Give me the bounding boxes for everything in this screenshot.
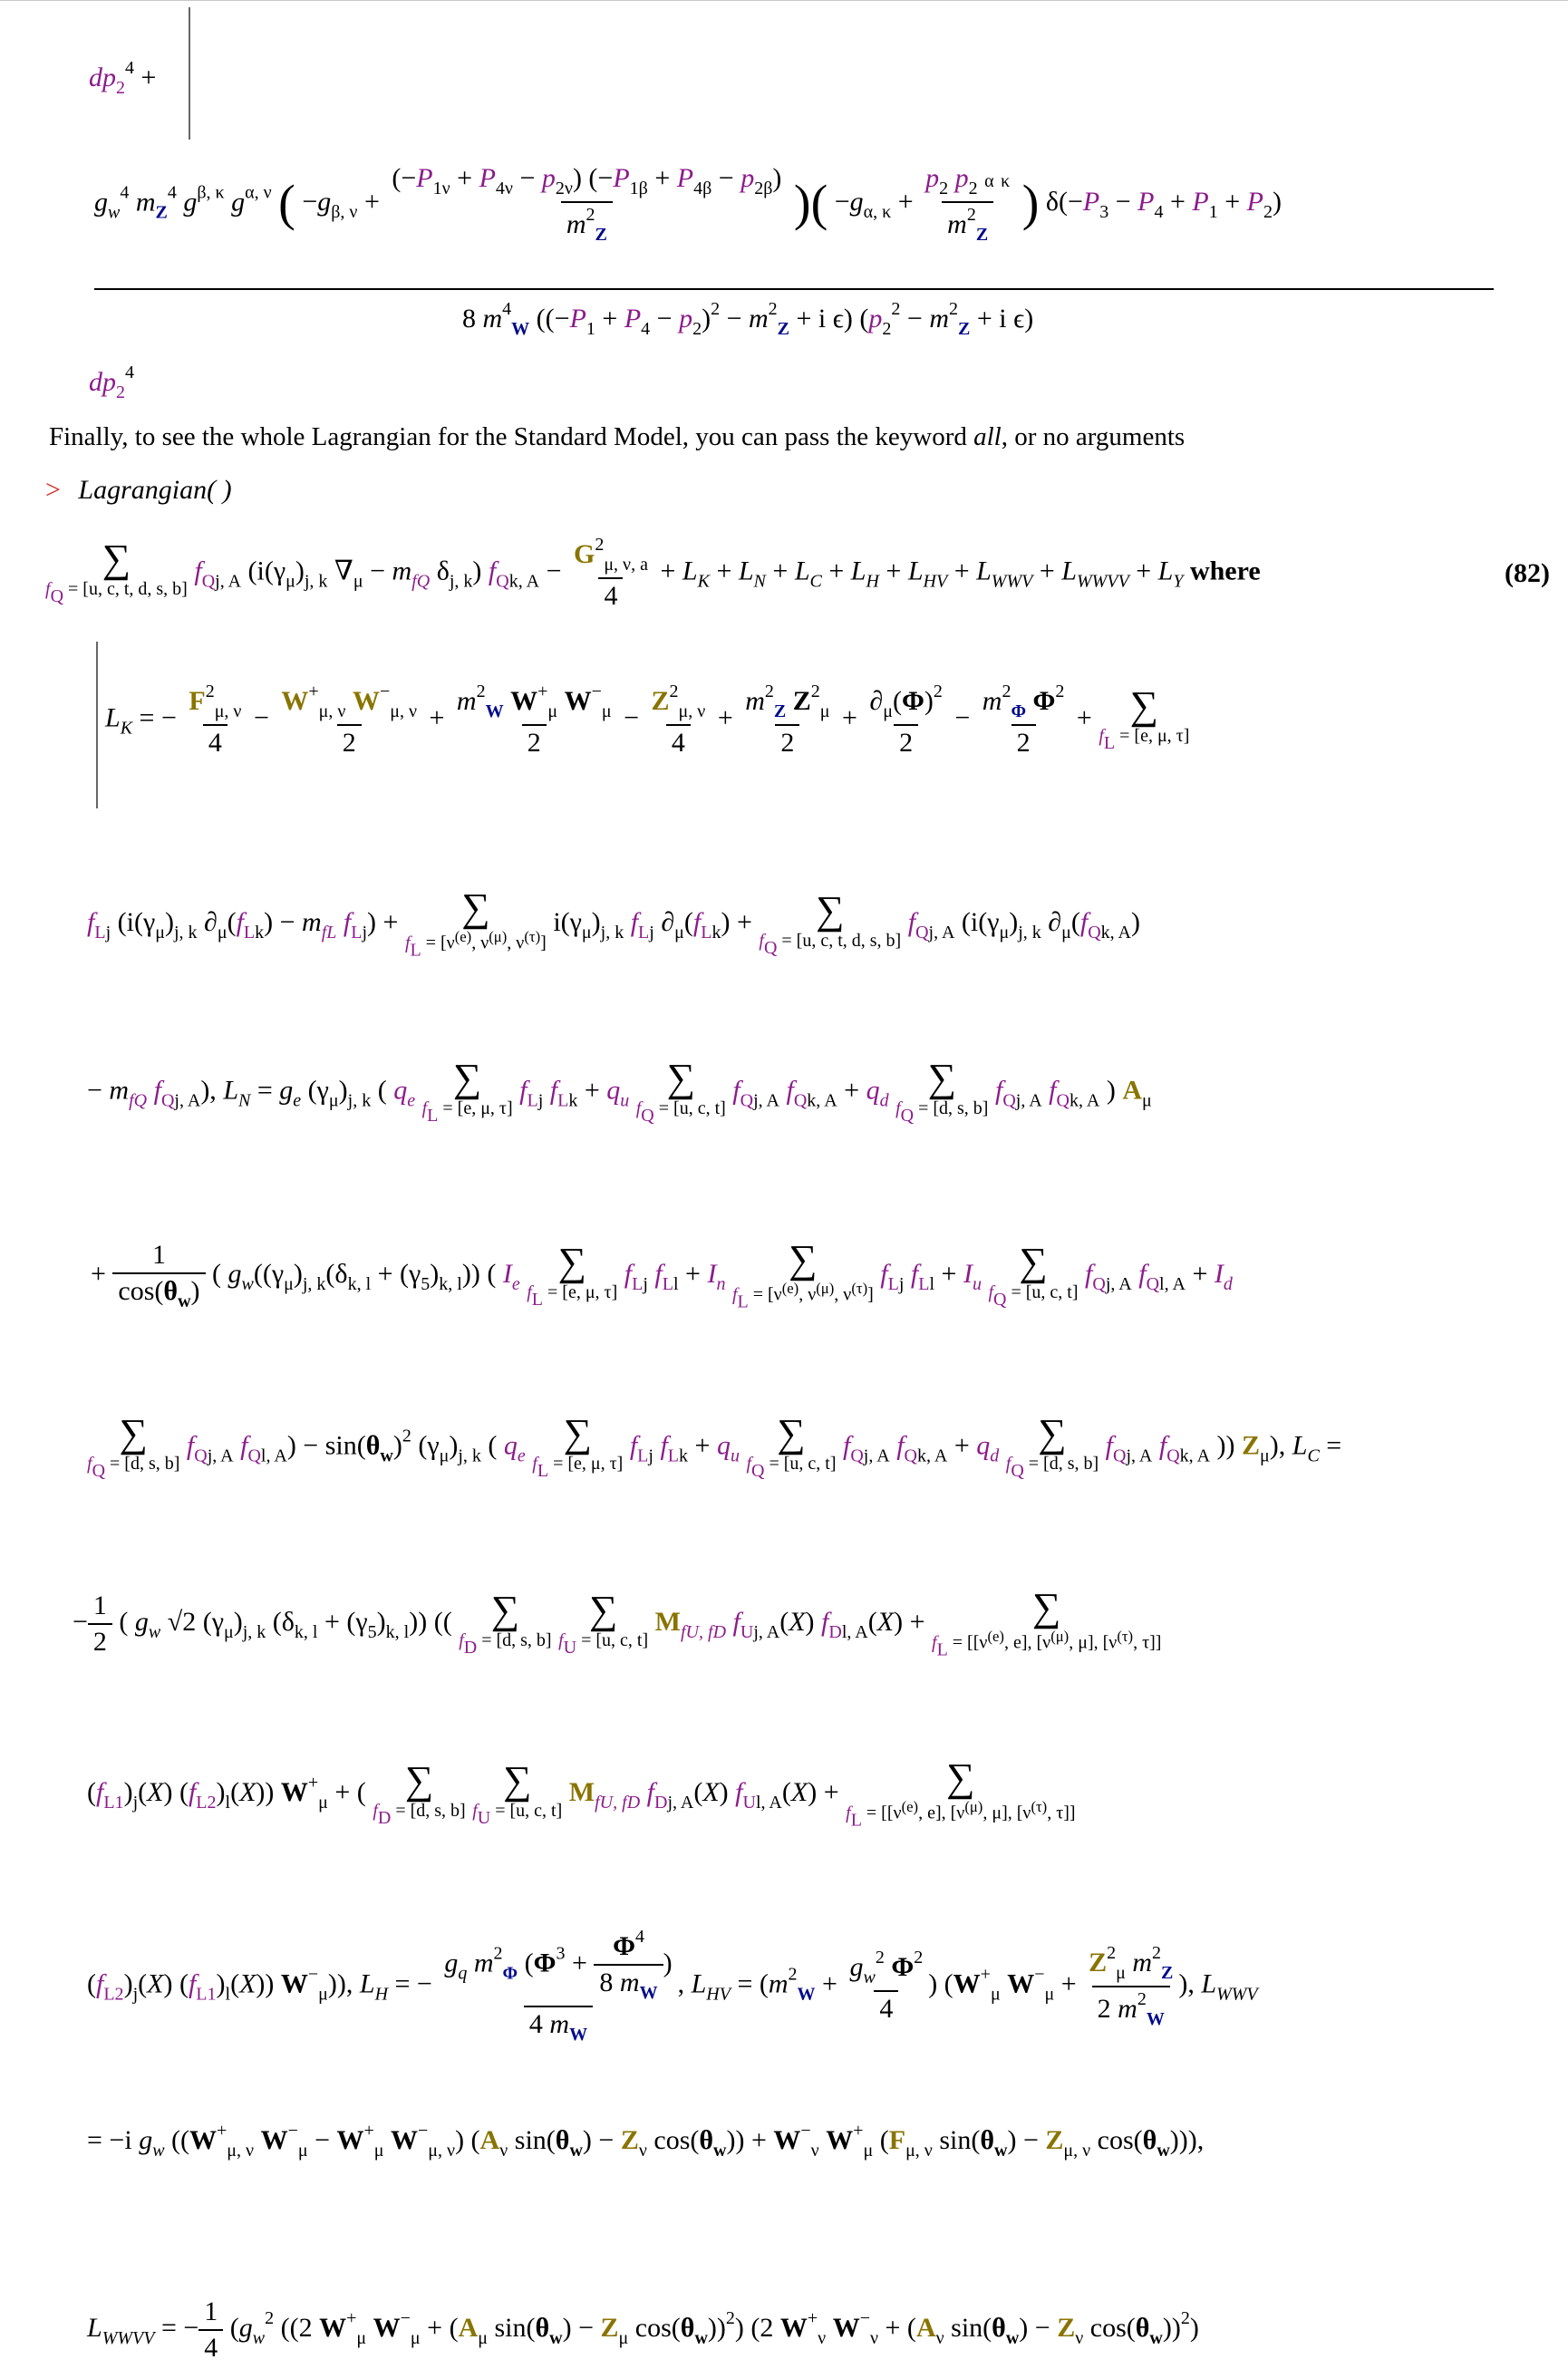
- integrand-tail: $dp_2^4$ +: [89, 58, 157, 98]
- propagator-numerator-row: $g_w^4$ $m_Z^4$ $g^{\beta, \kappa}$ $g^{\alpha, \nu}$ ( $-g_{\beta, \nu}$ + $\frac{(-P_{1\nu} + P_{4\nu} - p_{2\nu}) (-P_{1\beta} + P_{4\beta} - p_{2\beta})}{m^2_Z}$ )( $-g_{\alpha, \kappa}$ + $\frac{p_2 p_2 \alpha \kappa}{m^2_Z}$ ) $\delta(-P_3 - P_4 + P_1 + P_2)$: [94, 163, 1282, 245]
- integral-bracket: [189, 7, 190, 140]
- output-bracket: [96, 642, 98, 808]
- explanation-text: Finally, to see the whole Lagrangian for the Standard Model, you can pass the keyword all, or no arguments: [49, 422, 1186, 451]
- output-line-9: $(f_{L2})_j(X)$ $(f_{L1})_l(X)$) $W^-_\mu$)), $L_H$ = − $g_q$ $m^2_\Phi$ ($\Phi^3$ + $\frac{\Phi^4}{8 m_W}$ ) 4 $m_W$ , $L_{HV} = (m^2_W$ + $\frac{g_w^2 \Phi^2}{4}$ ) ($W^+_\mu$ $W^-_\mu$ + $\frac{Z^2_\mu m^2_Z}{2 m^2_W}$ ), $L_{WWV}$: [87, 1927, 1258, 2045]
- output-line-5: + $\frac{1}{\cos(\theta_w)}$ ( $g_w((\gamma_\mu)_{j, k}(\delta_{k, l} + (\gamma_5)_{k, l}))$ ( $I_e$ ∑ fL = [e, μ, τ] $f_{Lj}$ $f_{Ll} + I_n$ ∑ fL = [$\nu^{(e)}$, $\nu^{(\mu)}$, $\nu^{(\tau)}$] $f_{Lj}$ $f_{Ll} + I_u$ ∑ fQ = [u, c, t] $f_{Qj, A}$ $f_{Ql, A} + I_d$: [91, 1237, 1233, 1312]
- output-lk-line: $L_K$ = − $\frac{F^2_{\mu, \nu}}{4}$ − $\frac{W^+_{\mu, \nu} W^-_{\mu, \nu}}{2}$ + $\frac{m^2_W W^+_\mu W^-_\mu}{2}$ − $\frac{Z^2_{\mu, \nu}}{4}$ + $\frac{m^2_Z Z^2_\mu}{2}$ + $\frac{\partial_\mu(\Phi)^2}{2}$ − $\frac{m^2_\Phi \Phi^2}{2}$ + ∑ fL = [e, μ, τ]: [105, 682, 1190, 758]
- output-line-11: $L_{WWVV}$ = − $\frac{1}{4}$ ($g_w^2$ ((2 $W^+_\mu$ $W^-_\mu + (A_\mu$ $\sin(\theta_w) - Z_\mu$ $\cos(\theta_w))^2$) (2 $W^+_\nu$ $W^-_\nu + (A_\nu$ $\sin(\theta_w) - Z_\nu$ $\cos(\theta_w))^2$): [87, 2296, 1199, 2363]
- numerator-fraction: $\frac{(-P_{1\nu} + P_{4\nu} - p_{2\nu}) (-P_{1\beta} + P_{4\beta} - p_{2\beta})}{m^2_Z}$: [392, 163, 782, 245]
- output-line-6: ∑ fQ = [d, s, b] $f_{Qj, A}$ $f_{Ql, A}) - \sin(\theta_w)^2$ $(\gamma_\mu)_{j, k}$ ( $q_e$ ∑ fL = [e, μ, τ] $f_{Lj}$ $f_{Lk} + q_u$ ∑ fQ = [u, c, t] $f_{Qj, A}$ $f_{Qk, A} + q_d$ ∑ fQ = [d, s, b] $f_{Qj, A}$ $f_{Qk, A}$ )) $Z_\mu$), $L_C$ =: [87, 1411, 1342, 1481]
- output-line-8: $(f_{L1})_j(X)$ $(f_{L2})_l(X)$) $W^+_\mu$ + ( ∑ fD = [d, s, b] ∑ fU = [u, c, t] $M_{fU, fD}$ $f_{Dj, A}(X) f_{Ul, A}(X)$ + ∑ fL = [[$\nu^{(e)}$, e], [$\nu^{(\mu)}$, μ], [$\nu^{(\tau)}$, τ]]: [87, 1755, 1076, 1831]
- second-fraction: $\frac{p_2 p_2 \alpha \kappa}{m^2_Z}$: [925, 163, 1011, 245]
- output-line-4: − $m_{fQ}$ $f_{Qj, A}$), $L_N = g_e$ $(\gamma_\mu)_{j, k}$ ( $q_e$ ∑ fL = [e, μ, τ] $f_{Lj}$ $f_{Lk} + q_u$ ∑ fQ = [u, c, t] $f_{Qj, A}$ $f_{Qk, A} + q_d$ ∑ fQ = [d, s, b] $f_{Qj, A}$ $f_{Qk, A}$ ) $A_\mu$: [87, 1056, 1152, 1126]
- output-line-3: $f_{Lj}$ ($i(\gamma_\mu)_{j, k}$ $\partial_\mu(f_{Lk}) - m_{fL}$ $f_{Lj}$) + ∑ fL = [$\nu^{(e)}$, $\nu^{(\mu)}$, $\nu^{(\tau)}$] $i(\gamma_\mu)_{j, k}$ $f_{Lj}$ $\partial_\mu(f_{Lk})$ + ∑ fQ = [u, c, t, d, s, b] $f_{Qj, A}$ ($i(\gamma_\mu)_{j, k}$ $\partial_\mu(f_{Qk, A})$: [87, 885, 1140, 961]
- where-keyword: where: [1189, 556, 1261, 586]
- command-text[interactable]: Lagrangian( ): [78, 475, 232, 505]
- input-line[interactable]: [45, 475, 232, 506]
- top-border: [0, 0, 1568, 1]
- prompt-symbol: >: [45, 475, 61, 505]
- output-line-7: − $\frac{1}{2}$ ( $g_w$ √2 $(\gamma_\mu)_{j, k}$ $(\delta_{k, l} + (\gamma_5)_{k, l})$) (( ∑ fD = [d, s, b] ∑ fU = [u, c, t] $M_{fU, fD}$ $f_{Uj, A}(X) f_{Dl, A}(X)$ + ∑ fL = [[$\nu^{(e)}$, e], [$\nu^{(\mu)}$, μ], [$\nu^{(\tau)}$, τ]]: [73, 1585, 1162, 1660]
- dp-line: $dp_2^4$: [89, 363, 134, 402]
- main-fraction-bar: [94, 288, 1494, 290]
- equation-label: (82): [1505, 558, 1550, 588]
- output-line-1: ∑ fQ = [u, c, t, d, s, b] $f_{Qj, A}$ ($i(\gamma_\mu)_{j, k}$ $\nabla_\mu - m_{fQ}$ $\delta_{j, k}$) $f_{Qk, A}$ − $\frac{G^2_{\mu, \nu, a}}{4}$ + $L_K + L_N + L_C + L_H + L_{HV} + L_{WWV} + L_{WWVV} + L_Y$ where: [45, 535, 1261, 611]
- output-line-10: = −i $g_w$ (($W^+_{\mu, \nu}$ $W^-_\mu - W^+_\mu$ $W^-_{\mu, \nu}$) ($A_\nu$ $\sin(\theta_w) - Z_\nu$ $\cos(\theta_w)) + W^-_\nu$ $W^+_\mu$ ($F_{\mu, \nu}$ $\sin(\theta_w) - Z_{\mu, \nu}$ $\cos(\theta_w)$)),: [87, 2121, 1205, 2161]
- keyword-all: all: [973, 422, 1002, 451]
- main-denominator: 8 $m^4_W$ ($(-P_1 + P_4 - p_2)^2 - m^2_Z + i$ ϵ) ($p_2^2 - m^2_Z + i$ ϵ): [462, 299, 1034, 339]
